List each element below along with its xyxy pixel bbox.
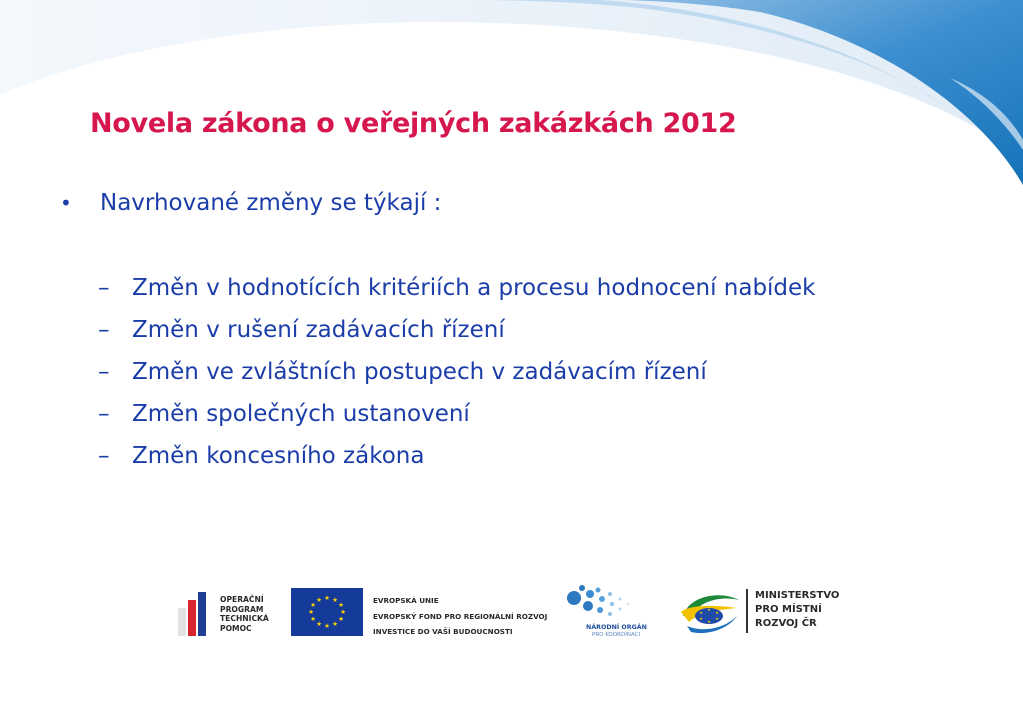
sub-bullet-item (98, 271, 878, 305)
eu-flag-icon (291, 588, 363, 636)
dash-marker: – (98, 443, 110, 469)
optp-bars-icon (178, 586, 218, 636)
mmr-line: ROZVOJ ČR (755, 618, 817, 629)
sub-bullet-item (98, 313, 878, 347)
sub-bullet-list (98, 271, 878, 481)
svg-text:★: ★ (338, 615, 344, 623)
sub-bullet-text: Změn v rušení zadávacích řízení (132, 317, 505, 343)
sub-bullet-item (98, 355, 878, 389)
mmr-emblem-icon (679, 586, 743, 636)
eu-line: INVESTICE DO VAŠÍ BUDOUCNOSTI (373, 627, 513, 636)
svg-text:★: ★ (316, 596, 322, 604)
optp-logo (178, 586, 278, 636)
svg-text:★: ★ (310, 601, 316, 609)
dash-marker: – (98, 359, 110, 385)
svg-text:★: ★ (707, 619, 711, 624)
svg-text:★: ★ (324, 622, 330, 630)
svg-text:★: ★ (332, 596, 338, 604)
dash-marker: – (98, 401, 110, 427)
dash-marker: – (98, 275, 110, 301)
mmr-divider (746, 589, 748, 633)
svg-text:★: ★ (316, 620, 322, 628)
slide-title: Novela zákona o veřejných zakázkách 2012 (90, 108, 737, 139)
eu-logo (291, 588, 548, 638)
mmr-line: MINISTERSTVO (755, 590, 840, 601)
main-bullet-text: Navrhované změny se týkají : (100, 190, 442, 216)
svg-text:★: ★ (715, 616, 719, 621)
eu-line: EVROPSKÁ UNIE (373, 596, 439, 605)
svg-text:★: ★ (324, 594, 330, 602)
bullet-marker: • (60, 191, 72, 215)
svg-text:★: ★ (308, 608, 314, 616)
nok-subtitle: PRO KOORDINACI (592, 632, 641, 638)
logo-strip (0, 580, 1023, 650)
sub-bullet-item (98, 397, 878, 431)
svg-text:★: ★ (340, 608, 346, 616)
optp-line: PROGRAM (220, 604, 264, 614)
mmr-logo (679, 586, 859, 638)
sub-bullet-text: Změn v hodnotících kritériích a procesu hodnocení nabídek (132, 275, 816, 301)
mmr-line: PRO MÍSTNÍ (755, 604, 822, 615)
nok-title: NÁRODNÍ ORGÁN (586, 624, 647, 631)
optp-line: OPERAČNÍ (220, 595, 264, 604)
main-bullet (60, 190, 441, 216)
svg-text:★: ★ (699, 610, 703, 615)
svg-text:★: ★ (715, 610, 719, 615)
eu-line: EVROPSKÝ FOND PRO REGIONÁLNÍ ROZVOJ (373, 611, 548, 621)
dash-marker: – (98, 317, 110, 343)
sub-bullet-item (98, 439, 878, 473)
nok-logo (560, 584, 650, 640)
svg-text:★: ★ (707, 607, 711, 612)
sub-bullet-text: Změn ve zvláštních postupech v zadávacím řízení (132, 359, 707, 385)
nok-dots-icon (562, 584, 632, 622)
svg-text:★: ★ (332, 620, 338, 628)
sub-bullet-text: Změn koncesního zákona (132, 443, 425, 469)
optp-line: POMOC (220, 623, 252, 633)
svg-text:★: ★ (338, 601, 344, 609)
svg-text:★: ★ (310, 615, 316, 623)
svg-text:★: ★ (699, 616, 703, 621)
sub-bullet-text: Změn společných ustanovení (132, 401, 470, 427)
optp-line: TECHNICKÁ (220, 614, 269, 623)
